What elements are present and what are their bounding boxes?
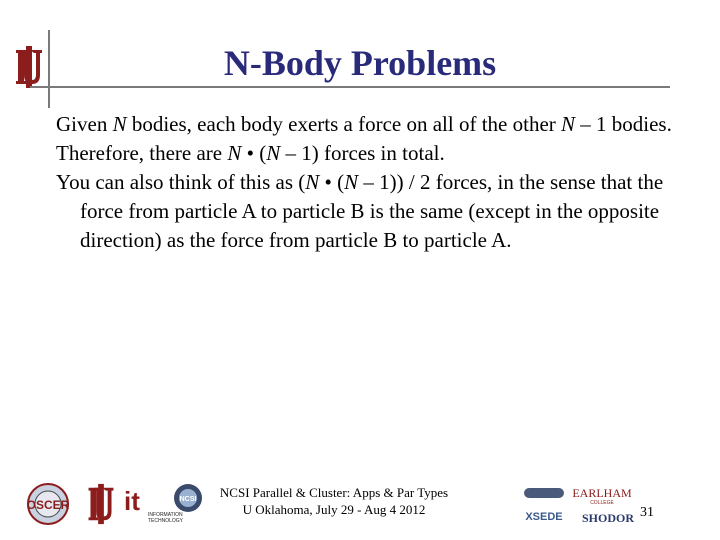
svg-text:EARLHAM: EARLHAM — [572, 486, 632, 500]
footer-line-1: NCSI Parallel & Cluster: Apps & Par Types — [219, 485, 449, 500]
oscer-logo — [14, 482, 82, 526]
page-number: 31 — [640, 505, 654, 520]
svg-text:INFORMATION: INFORMATION — [148, 512, 183, 518]
title-horizontal-rule — [30, 86, 670, 88]
ncsi-logo — [172, 482, 204, 514]
bullet-paragraph: You can also think of this as (N • (N – 1)) / 2 forces, in the sense that the force from particle A to particle B is the same (except in the opposite direction) as the force from particle B to particle A. — [56, 170, 664, 252]
svg-text:TECHNOLOGY: TECHNOLOGY — [148, 518, 184, 524]
svg-text:XSEDE: XSEDE — [525, 511, 563, 523]
slide-body — [56, 110, 686, 255]
svg-text:COLLEGE: COLLEGE — [590, 500, 614, 506]
svg-text:SHODOR: SHODOR — [581, 511, 635, 525]
footer-line-2: U Oklahoma, July 29 - Aug 4 2012 — [242, 502, 426, 517]
slide-title: N-Body Problems — [223, 43, 497, 83]
svg-text:it: it — [124, 486, 140, 516]
footer-text — [206, 484, 462, 518]
svg-text:NCSI: NCSI — [179, 496, 197, 503]
bullet-paragraph: Therefore, there are N • (N – 1) forces in total. — [56, 141, 445, 165]
earlham-shodor-logo — [568, 484, 636, 528]
ou-footer-logo — [84, 482, 118, 526]
svg-text:OSCER: OSCER — [26, 498, 70, 512]
bullet-paragraph: Given N bodies, each body exerts a force on all of the other N – 1 bodies. — [56, 112, 672, 136]
it-logo — [120, 484, 184, 526]
xsede-logo — [520, 484, 568, 524]
